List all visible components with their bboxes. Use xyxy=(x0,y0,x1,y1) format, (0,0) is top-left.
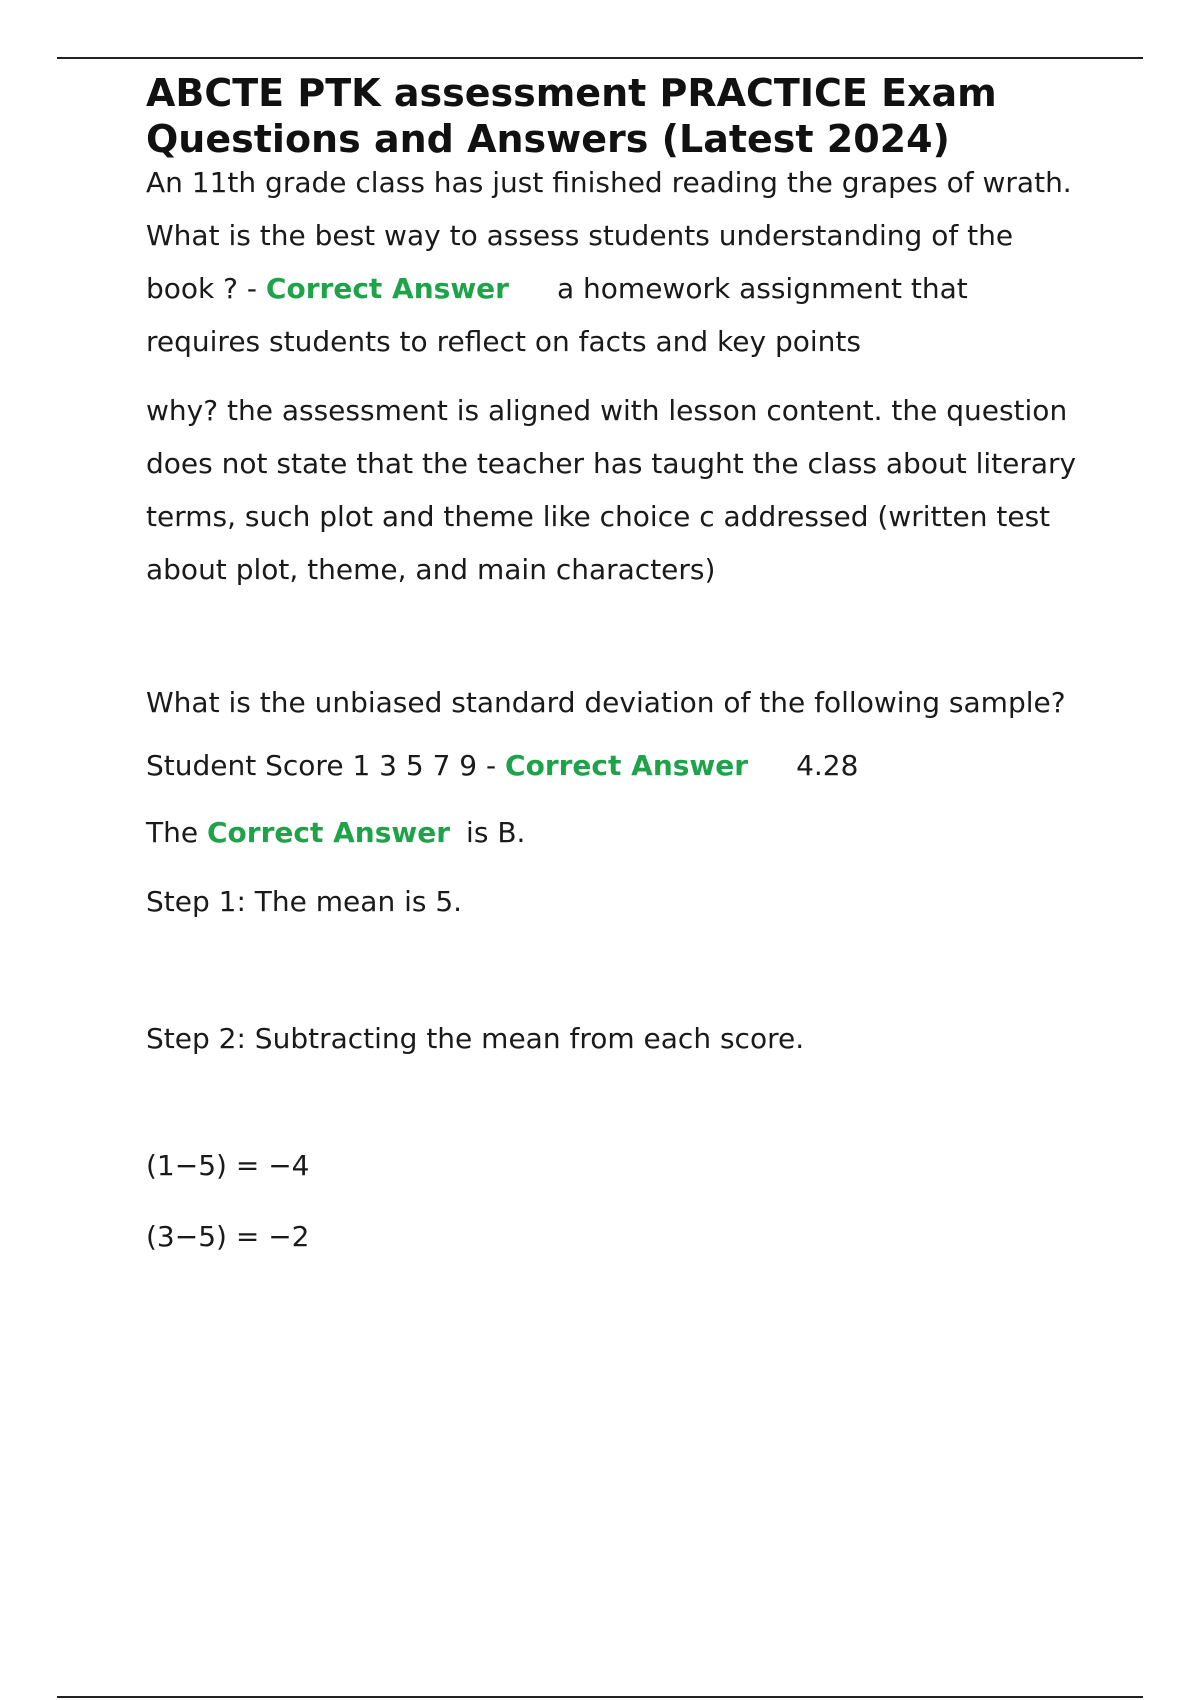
top-rule xyxy=(57,57,1143,59)
question-2-explanation xyxy=(146,806,1086,859)
question-1-rationale: why? the assessment is aligned with lesson content. the question does not state that the teacher has taught the class about literary terms, such plot and theme like choice c addressed (written test about plot, theme, and main characters) xyxy=(146,394,1077,586)
question-2: What is the unbiased standard deviation of the following sample? xyxy=(146,686,1066,719)
question-1-answer: a homework assignment that requires students to reflect on facts and key points xyxy=(146,272,968,358)
question-2-score-text: Student Score 1 3 5 7 9 - xyxy=(146,749,506,782)
document-body xyxy=(146,70,1086,1263)
correct-answer-label: Correct Answer xyxy=(505,749,749,782)
question-2-answer: 4.28 xyxy=(796,749,859,782)
equation-2: (3−5) = −2 xyxy=(146,1220,310,1253)
bottom-rule xyxy=(57,1696,1143,1698)
correct-answer-label: Correct Answer xyxy=(206,816,451,849)
question-2-scores xyxy=(146,739,1086,792)
correct-answer-label: Correct Answer xyxy=(265,272,509,305)
explanation-prefix: The xyxy=(146,816,207,849)
document-title: ABCTE PTK assessment PRACTICE Exam Questions and Answers (Latest 2024) xyxy=(146,71,997,161)
step-2: Step 2: Subtracting the mean from each score. xyxy=(146,1022,805,1055)
step-1: Step 1: The mean is 5. xyxy=(146,885,463,918)
question-1-text: An 11th grade class has just finished reading the grapes of wrath. What is the best way to assess students understanding of the book ? - xyxy=(146,166,1072,305)
equation-1: (1−5) = −4 xyxy=(146,1149,310,1182)
explanation-suffix: is B. xyxy=(466,816,526,849)
question-1 xyxy=(146,156,1086,368)
